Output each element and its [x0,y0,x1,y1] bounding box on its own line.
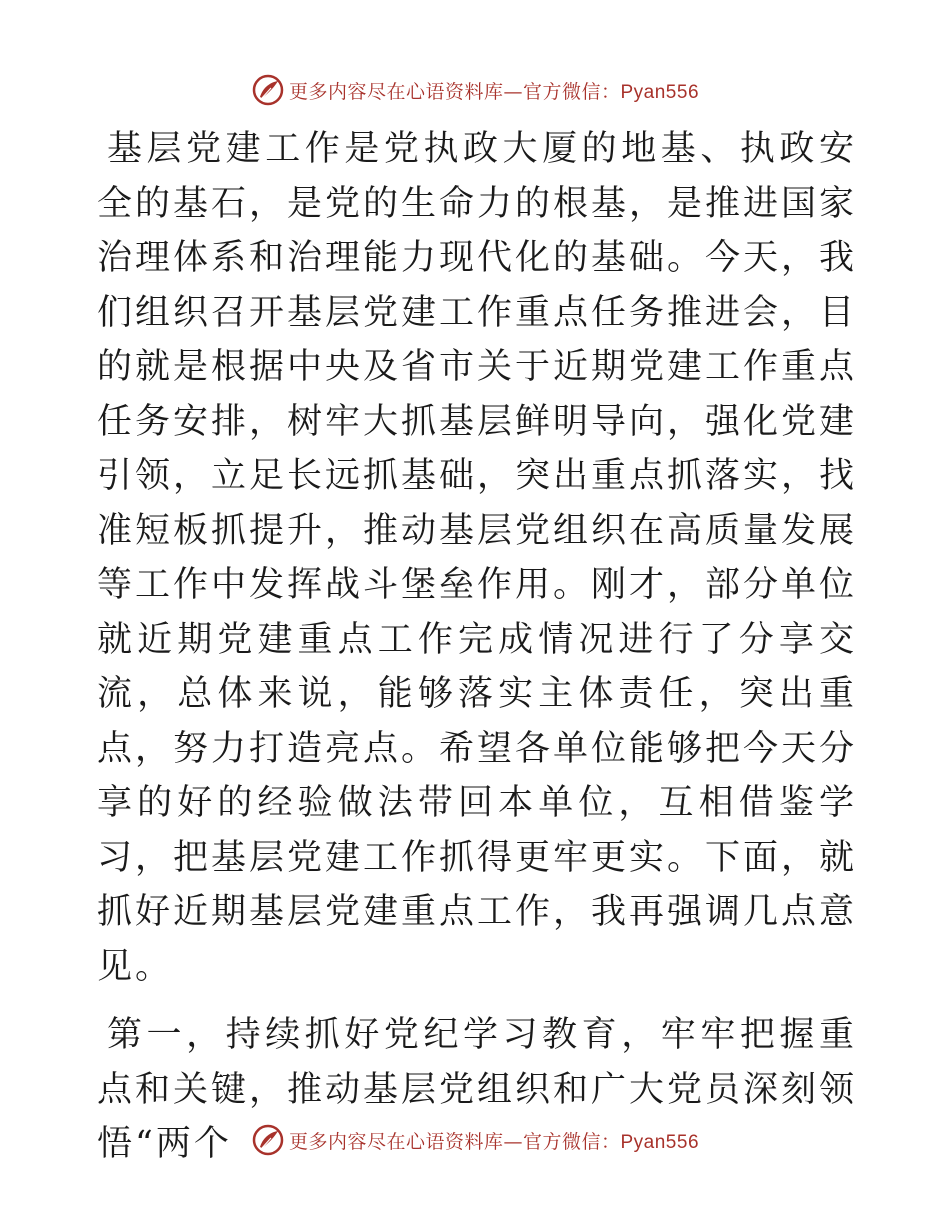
paragraph-intro: 基层党建工作是党执政大厦的地基、执政安全的基石，是党的生命力的根基，是推进国家治理体系和治理能力现代化的基础。今天，我们组织召开基层党建工作重点任务推进会，目的就是根据中央及省市关于近期党建工作重点任务安排，树牢大抓基层鲜明导向，强化党建引领，立足长远抓基础，突出重点抓落实，找准短板抓提升，推动基层党组织在高质量发展等工作中发挥战斗堡垒作用。刚才，部分单位就近期党建重点工作完成情况进行了分享交流，总体来说，能够落实主体责任，突出重点，努力打造亮点。希望各单位能够把今天分享的好的经验做法带回本单位，互相借鉴学习，把基层党建工作抓得更牢更实。下面，就抓好近期基层党建重点工作，我再强调几点意见。 [97,129,858,987]
header-banner-wechat-label: 官方微信： [522,80,621,103]
header-banner [0,70,950,110]
footer-banner-wechat-label: 官方微信： [522,1130,621,1153]
brand-logo-icon [251,73,285,107]
footer-banner-wechat-id: Pyan556 [620,1131,700,1153]
header-banner-text [289,77,699,104]
paragraph-first-point: 第一，持续抓好党纪学习教育，牢牢把握重点和关键，推动基层党组织和广大党员深刻领悟“两个 [97,1015,858,1164]
document-body [97,122,857,1172]
footer-banner-text [289,1127,699,1154]
header-banner-wechat-id: Pyan556 [620,81,700,103]
footer-banner-dash: — [503,1130,523,1153]
footer-banner-main: 更多内容尽在心语资料库 [288,1130,504,1153]
footer-banner [0,1120,950,1160]
brand-logo-icon [251,1123,285,1157]
header-banner-dash: — [503,80,523,103]
header-banner-main: 更多内容尽在心语资料库 [288,80,504,103]
